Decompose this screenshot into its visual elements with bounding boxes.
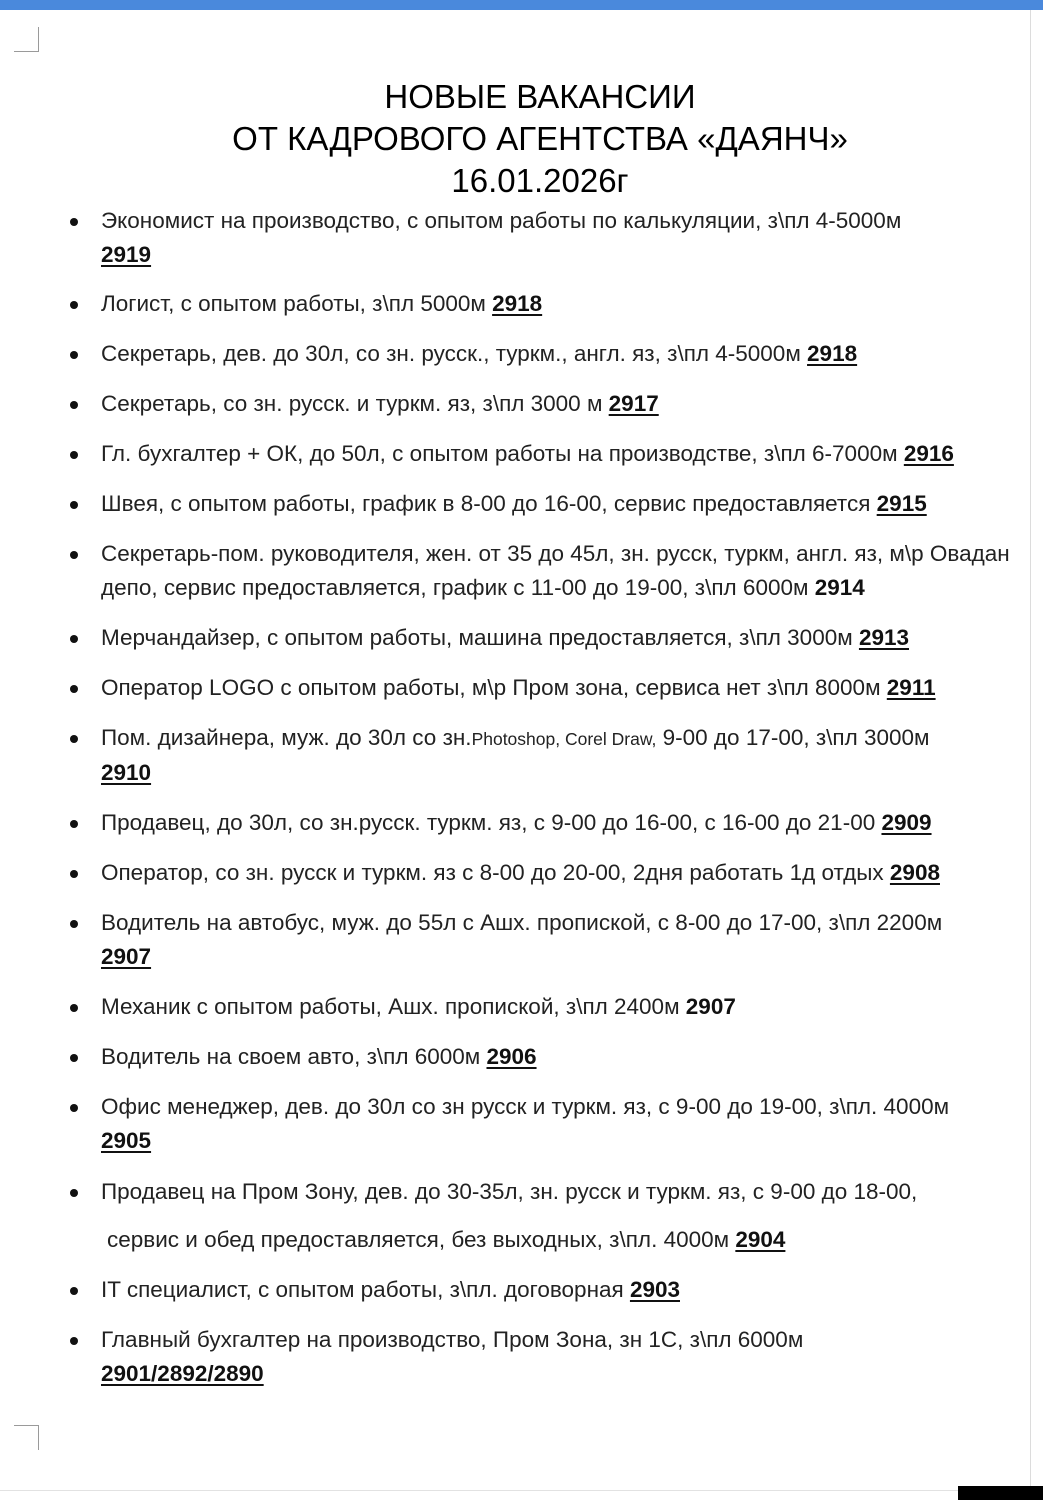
vacancy-text: Оператор, со зн. русск и туркм. яз с 8-00 до 20-00, 2дня работать 1д отдых: [101, 860, 890, 885]
vacancy-text: Секретарь, со зн. русск. и туркм. яз, з\пл 3000 м: [101, 391, 609, 416]
page-corner-mark-bottom: [14, 1425, 39, 1450]
bullet-icon: [70, 401, 78, 409]
bullet-icon: [70, 351, 78, 359]
vacancy-code: 2903: [629, 1277, 680, 1302]
vacancy-text: Швея, с опытом работы, график в 8-00 до 16-00, сервис предоставляется: [101, 491, 877, 516]
vacancy-code: 2907: [685, 994, 736, 1019]
top-accent-bar: [0, 0, 1043, 10]
vacancy-text: Секретарь-пом. руководителя, жен. от 35 до 45л, зн. русск, туркм, англ. яз, м\р Овадан депо, сервис предоставляется, график с 11-00 до 19-00, з\пл 6000м: [101, 541, 1010, 600]
vacancy-item: [101, 1323, 1026, 1391]
bullet-icon: [70, 1189, 78, 1197]
bullet-icon: [70, 1287, 78, 1295]
vacancy-text: Оператор LOGO с опытом работы, м\р Пром зона, сервиса нет з\пл 8000м: [101, 675, 887, 700]
bullet-icon: [70, 501, 78, 509]
vacancy-item: [101, 990, 1026, 1024]
bullet-icon: [70, 1337, 78, 1345]
bullet-icon: [70, 1004, 78, 1012]
vacancy-text: Мерчандайзер, с опытом работы, машина предоставляется, з\пл 3000м: [101, 625, 859, 650]
vacancy-text: сервис и обед предоставляется, без выходных, з\пл. 4000м: [107, 1227, 736, 1252]
vacancy-item: [101, 1175, 1026, 1257]
vacancy-text: Продавец, до 30л, со зн.русск. туркм. яз, с 9-00 до 16-00, с 16-00 до 21-00: [101, 810, 882, 835]
vacancy-item: [101, 287, 1026, 321]
bullet-icon: [70, 218, 78, 226]
page-bottom-edge: [0, 1490, 958, 1491]
vacancy-item: [101, 1040, 1026, 1074]
vacancy-text: Главный бухгалтер на производство, Пром Зона, зн 1С, з\пл 6000м: [101, 1327, 804, 1352]
vacancy-code: 2906: [486, 1044, 537, 1069]
vacancy-text: Секретарь, дев. до 30л, со зн. русск., туркм., англ. яз, з\пл 4-5000м: [101, 341, 808, 366]
vacancy-text: 9-00 до 17-00, з\пл 3000м: [656, 725, 930, 750]
vacancy-item: [101, 906, 1026, 974]
title-line-1: НОВЫЕ ВАКАНСИИ: [384, 78, 696, 115]
vacancy-code: 2911: [886, 675, 936, 700]
vacancy-text: Продавец на Пром Зону, дев. до 30-35л, зн. русск и туркм. яз, с 9-00 до 18-00,: [101, 1179, 918, 1204]
vacancy-text: IT специалист, с опытом работы, з\пл. договорная: [101, 1277, 630, 1302]
vacancy-item: [101, 387, 1026, 421]
vacancy-text-line-2: [101, 1223, 1026, 1257]
vacancy-code: 2905: [101, 1128, 152, 1153]
vacancy-item: [101, 487, 1026, 521]
page-right-edge: [1030, 10, 1031, 1490]
vacancy-code: 2915: [876, 491, 927, 516]
vacancy-item: [101, 1273, 1026, 1307]
bullet-icon: [70, 685, 78, 693]
bullet-icon: [70, 301, 78, 309]
bottom-bar-fragment: [958, 1486, 1043, 1500]
vacancy-item: [101, 204, 1026, 272]
bullet-icon: [70, 735, 78, 743]
vacancy-code: 2916: [903, 441, 954, 466]
vacancy-code: 2913: [858, 625, 909, 650]
vacancy-text-small: Photoshop, Corel Draw,: [471, 729, 657, 749]
bullet-icon: [70, 1054, 78, 1062]
page-title: [0, 76, 1043, 202]
title-line-3: 16.01.2026г: [451, 162, 629, 199]
vacancy-code: 2901/2892/2890: [101, 1361, 264, 1386]
vacancy-item: [101, 337, 1026, 371]
vacancy-code: 2917: [608, 391, 659, 416]
vacancy-item: [101, 671, 1026, 705]
vacancy-text: Водитель на своем авто, з\пл 6000м: [101, 1044, 487, 1069]
vacancy-text: Офис менеджер, дев. до 30л со зн русск и туркм. яз, с 9-00 до 19-00, з\пл. 4000м: [101, 1094, 950, 1119]
page-corner-mark-top: [14, 27, 39, 52]
vacancy-item: [101, 721, 1026, 790]
bullet-icon: [70, 920, 78, 928]
vacancy-item: [101, 537, 1036, 605]
vacancy-text: Экономист на производство, с опытом работы по калькуляции, з\пл 4-5000м: [101, 208, 902, 233]
vacancy-code: 2918: [492, 291, 543, 316]
vacancy-text: Пом. дизайнера, муж. до 30л со зн.: [101, 725, 472, 750]
vacancy-code: 2919: [101, 242, 152, 267]
bullet-icon: [70, 870, 78, 878]
vacancy-item: [101, 621, 1026, 655]
vacancy-item: [101, 1090, 1026, 1158]
vacancy-code: 2918: [807, 341, 858, 366]
title-line-2: ОТ КАДРОВОГО АГЕНТСТВА «ДАЯНЧ»: [232, 120, 848, 157]
vacancy-item: [101, 437, 1041, 471]
bullet-icon: [70, 820, 78, 828]
vacancy-item: [101, 806, 1026, 840]
bullet-icon: [70, 1104, 78, 1112]
vacancy-item: [101, 856, 1026, 890]
vacancy-text: Логист, с опытом работы, з\пл 5000м: [101, 291, 493, 316]
vacancy-text: Гл. бухгалтер + ОК, до 50л, с опытом работы на производстве, з\пл 6-7000м: [101, 441, 904, 466]
vacancy-code: 2907: [101, 944, 152, 969]
vacancy-text: Водитель на автобус, муж. до 55л с Ашх. пропиской, с 8-00 до 17-00, з\пл 2200м: [101, 910, 943, 935]
vacancy-code: 2904: [735, 1227, 786, 1252]
vacancy-text: Механик с опытом работы, Ашх. пропиской, з\пл 2400м: [101, 994, 686, 1019]
vacancy-code: 2910: [101, 760, 152, 785]
vacancy-code: 2909: [881, 810, 932, 835]
bullet-icon: [70, 451, 78, 459]
vacancy-code: 2908: [889, 860, 940, 885]
bullet-icon: [70, 551, 78, 559]
vacancy-code: 2914: [814, 575, 865, 600]
bullet-icon: [70, 635, 78, 643]
